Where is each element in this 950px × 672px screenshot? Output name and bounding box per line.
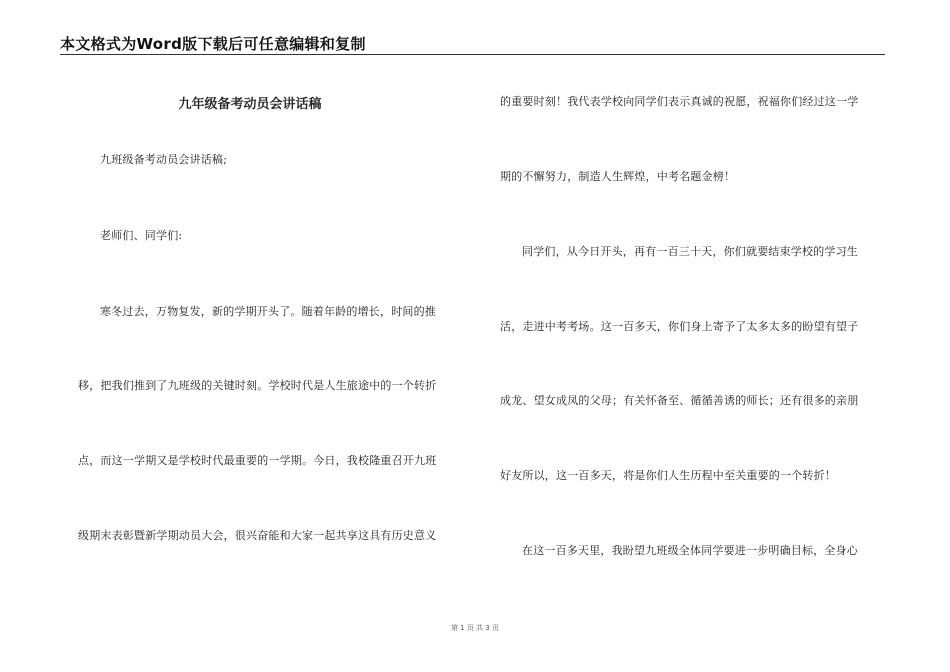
document-title: 九年级备考动员会讲话稿 xyxy=(178,97,322,112)
paragraph-line: 同学们，从今日开头，再有一百三十天，你们就要结束学校的学习生 xyxy=(522,245,858,258)
paragraph-line: 点，而这一学期又是学校时代最重要的一学期。今日，我校隆重召开九班 xyxy=(78,454,437,467)
paragraph-line: 移，把我们推到了九班级的关键时刻。学校时代是人生旅途中的一个转折 xyxy=(78,379,437,392)
paragraph-line: 好友所以，这一百多天，将是你们人生历程中至关重要的一个转折！ xyxy=(500,469,836,482)
paragraph-line: 期的不懈努力，制造人生辉煌，中考名题金榜！ xyxy=(500,170,736,183)
word-format-banner: 本文格式为Word版下载后可任意编辑和复制 xyxy=(60,35,366,53)
paragraph-line: 在这一百多天里，我盼望九班级全体同学要进一步明确目标，全身心 xyxy=(522,544,858,557)
paragraph-line: 老师们、同学们: xyxy=(100,229,183,242)
page-number-footer: 第 1 页 共 3 页 xyxy=(450,624,500,632)
paragraph-line: 活，走进中考考场。这一百多天，你们身上寄予了太多太多的盼望有望子 xyxy=(500,320,859,333)
paragraph-line: 的重要时刻！我代表学校向同学们表示真诚的祝愿，祝福你们经过这一学 xyxy=(500,95,859,108)
paragraph-line: 成龙、望女成凤的父母；有关怀备至、循循善诱的师长；还有很多的亲朋 xyxy=(500,394,859,407)
paragraph-line: 九班级备考动员会讲话稿; xyxy=(100,153,228,166)
paragraph-line: 寒冬过去，万物复发，新的学期开头了。随着年龄的增长，时间的推 xyxy=(100,305,436,318)
banner-divider xyxy=(60,54,885,55)
paragraph-line: 级期末表彰暨新学期动员大会，很兴奋能和大家一起共享这具有历史意义 xyxy=(78,529,437,542)
